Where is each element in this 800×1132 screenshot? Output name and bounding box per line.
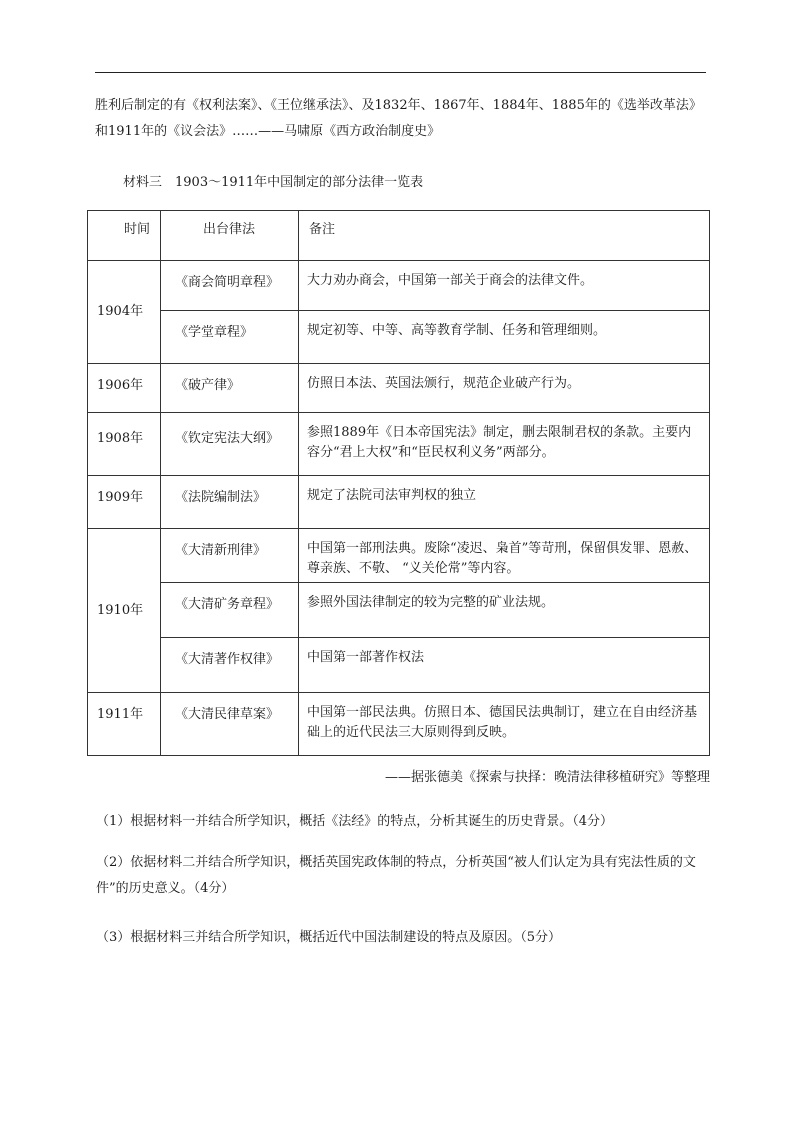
law-cell: 《大清矿务章程》 [161,583,299,638]
note-cell: 仿照日本法、英国法颁行，规范企业破产行为。 [299,364,710,413]
laws-table [87,210,710,756]
year-cell: 1910年 [88,529,161,693]
note-cell: 中国第一部民法典。仿照日本、德国民法典制订，建立在自由经济基础上的近代民法三大原则得到反映。 [299,693,710,756]
note-cell: 规定初等、中等、高等教育学制、任务和管理细则。 [299,311,710,364]
material2-continuation: 胜利后制定的有《权利法案》、《王位继承法》、及1832年、1867年、1884年、1885年的《选举改革法》和1911年的《议会法》……——马啸原《西方政治制度史》 [95,98,702,139]
table-row [88,638,710,693]
table-row [88,311,710,364]
law-cell: 《商会简明章程》 [161,261,299,311]
law-cell: 《大清新刑律》 [161,529,299,583]
note-cell: 大力劝办商会，中国第一部关于商会的法律文件。 [299,261,710,311]
year-cell: 1906年 [88,364,161,413]
material3-caption: 材料三 1903～1911年中国制定的部分法律一览表 [123,175,424,190]
year-cell: 1909年 [88,476,161,529]
year-cell: 1908年 [88,413,161,476]
note-cell: 中国第一部刑法典。废除“凌迟、枭首”等苛刑，保留俱发罪、恩赦、尊亲族、不敬、 “义关伦常”等内容。 [299,529,710,583]
table-row [88,693,710,756]
note-cell: 参照外国法律制定的较为完整的矿业法规。 [299,583,710,638]
law-cell: 《大清民律草案》 [161,693,299,756]
header-note: 备注 [299,211,710,261]
table-row [88,261,710,311]
law-cell: 《钦定宪法大纲》 [161,413,299,476]
table-row [88,476,710,529]
law-cell: 《法院编制法》 [161,476,299,529]
table-header-row [88,211,710,261]
note-cell: 参照1889年《日本帝国宪法》制定，删去限制君权的条款。主要内容分“君上大权”和“臣民权利义务”两部分。 [299,413,710,476]
note-cell: 中国第一部著作权法 [299,638,710,693]
header-rule [95,72,706,73]
table-source: ——据张德美《探索与抉择：晚清法律移植研究》等整理 [384,770,710,785]
table-row [88,583,710,638]
law-cell: 《破产律》 [161,364,299,413]
year-cell: 1904年 [88,261,161,364]
table-row [88,413,710,476]
note-cell: 规定了法院司法审判权的独立 [299,476,710,529]
law-cell: 《学堂章程》 [161,311,299,364]
question-2: （2）依据材料二并结合所学知识，概括英国宪政体制的特点，分析英国“被人们认定为具有宪法性质的文件”的历史意义。（4分） [96,855,696,896]
year-cell: 1911年 [88,693,161,756]
question-3: （3）根据材料三并结合所学知识，概括近代中国法制建设的特点及原因。（5分） [96,930,562,945]
table-row [88,529,710,583]
header-law: 出台律法 [161,211,299,261]
table-row [88,364,710,413]
question-1: （1）根据材料一并结合所学知识，概括《法经》的特点，分析其诞生的历史背景。（4分） [96,814,614,829]
header-time: 时间 [88,211,161,261]
law-cell: 《大清著作权律》 [161,638,299,693]
